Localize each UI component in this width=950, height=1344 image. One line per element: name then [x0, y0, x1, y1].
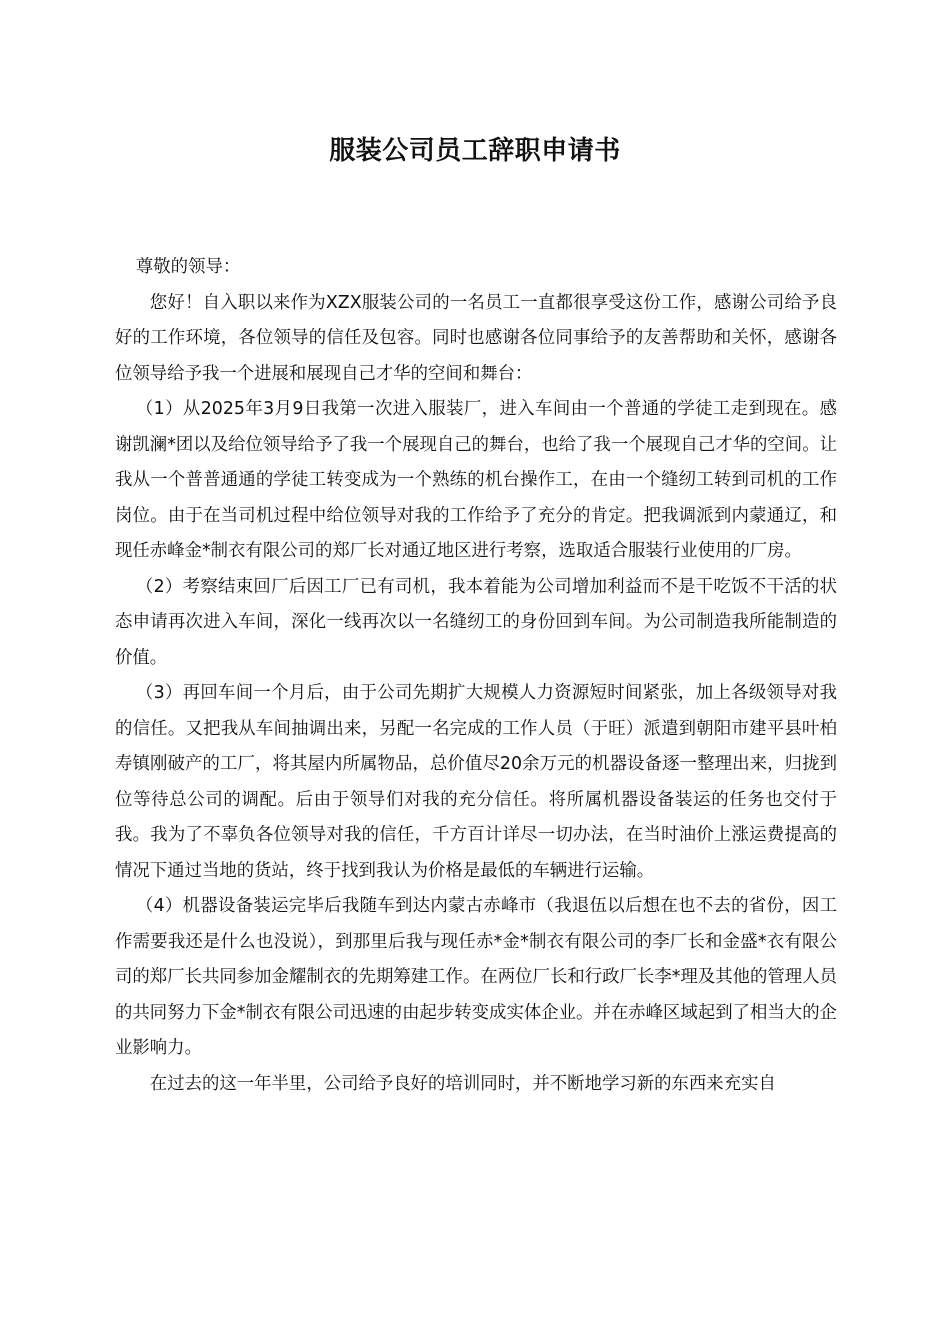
document-body [115, 250, 837, 1102]
paragraph-closing-partial: 在过去的这一年半里，公司给予良好的培训同时，并不断地学习新的东西来充实自 [149, 1073, 776, 1094]
paragraph-item-1: （1）从2025年3月9日我第一次进入服装厂，进入车间由一个普通的学徒工走到现在。感谢凯澜*团以及给位领导给予了我一个展现自己的舞台，也给了我一个展现自己才华的空间。让我从一个普普通通的学徒工转变成为一个熟练的机台操作工，在由一个缝纫工转到司机的工作岗位。由于在当司机过程中给位领导对我的工作给予了充分的肯定。把我调派到内蒙通辽，和现任赤峰金*制衣有限公司的郑厂长对通辽地区进行考察，选取适合服装行业使用的厂房。 [115, 399, 837, 561]
paragraph-item-4: （4）机器设备装运完毕后我随车到达内蒙古赤峰市（我退伍以后想在也不去的省份，因工作需要我还是什么也没说），到那里后我与现任赤*金*制衣有限公司的李厂长和金盛*衣有限公司的郑厂长共同参加金耀制衣的先期筹建工作。在两位厂长和行政厂长李*理及其他的管理人员的共同努力下金*制衣有限公司迅速的由起步转变成实体企业。并在赤峰区域起到了相当大的企业影响力。 [115, 896, 837, 1058]
document-title: 服装公司员工辞职申请书 [329, 136, 621, 166]
paragraph-intro: 您好！自入职以来作为XZX服装公司的一名员工一直都很享受这份工作，感谢公司给予良好的工作环境，各位领导的信任及包容。同时也感谢各位同事给予的友善帮助和关怀，感谢各位领导给予我一个进展和展现自己才华的空间和舞台： [115, 292, 837, 384]
salutation: 尊敬的领导： [135, 257, 241, 277]
paragraph-item-3: （3）再回车间一个月后，由于公司先期扩大规模人力资源短时间紧张，加上各级领导对我的信任。又把我从车间抽调出来，另配一名完成的工作人员（于旺）派遣到朝阳市建平县叶柏寿镇刚破产的工厂，将其屋内所属物品，总价值尽20余万元的机器设备逐一整理出来，归拢到位等待总公司的调配。后由于领导们对我的充分信任。将所属机器设备装运的任务也交付于我。我为了不辜负各位领导对我的信任，千方百计详尽一切办法，在当时油价上涨运费提高的情况下通过当地的货站，终于找到我认为价格是最低的车辆进行运输。 [115, 683, 837, 881]
paragraph-item-2: （2）考察结束回厂后因工厂已有司机，我本着能为公司增加利益而不是干吃饭不干活的状态申请再次进入车间，深化一线再次以一名缝纫工的身份回到车间。为公司制造我所能制造的价值。 [115, 576, 837, 668]
